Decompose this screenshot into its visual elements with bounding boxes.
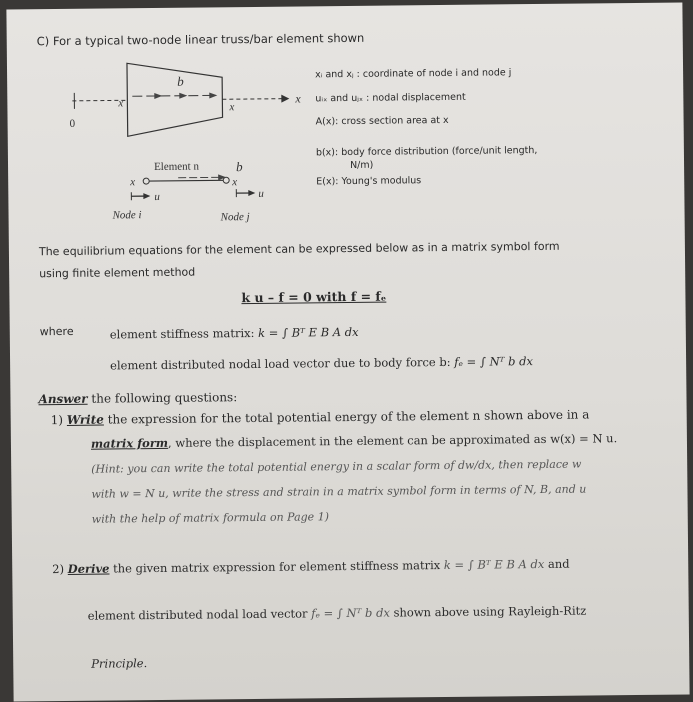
- x-axis-arrow: [281, 95, 289, 103]
- q1-line2-rest: , where the displacement in the element can be approximated as w(x) = N u.: [168, 431, 617, 450]
- q2-line-1: [52, 557, 569, 576]
- legend-youngs-modulus: E(x): Young's modulus: [316, 175, 421, 187]
- load-definition: [110, 354, 533, 372]
- q1-line-1: [51, 407, 590, 427]
- stiffness-definition: [110, 325, 359, 342]
- q2-load-formula: fₑ = ∫ Nᵀ b dx: [311, 606, 390, 621]
- document-page: [6, 2, 689, 701]
- xj-label-top: x: [228, 101, 234, 113]
- answer-instruction: [38, 390, 237, 406]
- stiffness-text: element stiffness matrix:: [110, 326, 258, 342]
- q1-number: 1): [51, 413, 63, 427]
- load-text: element distributed nodal load vector due to body force b:: [110, 355, 454, 373]
- q1-hint-line-2: with w = N u, write the stress and strain in a matrix symbol form in terms of N, B, and u: [91, 483, 586, 501]
- legend-area: A(x): cross section area at x: [316, 115, 449, 127]
- legend-displacement: uᵢₓ and uⱼₓ : nodal displacement: [315, 92, 465, 105]
- q1-line-2: [91, 431, 617, 451]
- node-j-label: Node j: [220, 211, 250, 223]
- answer-rest: the following questions:: [87, 390, 237, 406]
- legend-body-force: b(x): body force distribution (force/unit length,: [316, 145, 538, 158]
- legend-body-force-unit: N/m): [350, 160, 373, 171]
- q1-keyword: Write: [67, 413, 104, 427]
- q2-line2-text: element distributed nodal load vector: [88, 606, 312, 622]
- node-j-circle: [223, 177, 229, 183]
- q1-matrix-form: matrix form: [91, 436, 168, 451]
- q2-number: 2): [52, 562, 64, 576]
- node-i-label: Node i: [111, 209, 141, 221]
- q2-line-2: [88, 604, 587, 623]
- q2-line1-rest: the given matrix expression for element stiffness matrix: [109, 558, 444, 576]
- node-i-circle: [143, 178, 149, 184]
- element-label: Element n: [154, 161, 200, 173]
- q2-line-3: Principle.: [91, 656, 147, 671]
- legend-coordinates: xᵢ and xⱼ : coordinate of node i and node j: [315, 67, 511, 80]
- u-jx-label: u: [258, 188, 264, 200]
- intro-line-1: The equilibrium equations for the element can be expressed below as in a matrix symbol form: [39, 240, 560, 258]
- body-force-label-top: b: [177, 74, 184, 89]
- intro-line-2: using finite element method: [39, 266, 195, 281]
- x-axis-label: x: [294, 91, 301, 105]
- tapered-bar-shape: [127, 62, 223, 136]
- element-line: [149, 180, 223, 181]
- load-formula: fₑ = ∫ Nᵀ b dx: [454, 354, 533, 369]
- u-ix-label: u: [154, 191, 160, 203]
- where-label: where: [40, 325, 74, 338]
- q1-hint-line-3: with the help of matrix formula on Page 1): [92, 510, 329, 525]
- xi-label-bottom: x: [129, 176, 135, 188]
- answer-keyword: Answer: [38, 392, 87, 407]
- truss-element-figure: [57, 46, 319, 239]
- q2-line1-end: and: [544, 557, 569, 571]
- equilibrium-equation: k u – f = 0 with f = fₑ: [241, 289, 386, 306]
- q1-hint-line-1: (Hint: you can write the total potential energy in a scalar form of dw/dx, then replace w: [91, 458, 581, 476]
- section-heading: C) For a typical two-node linear truss/bar element shown: [37, 31, 365, 48]
- xi-label-top: x: [117, 97, 123, 109]
- q2-line2-end: shown above using Rayleigh-Ritz: [390, 604, 587, 620]
- q2-keyword: Derive: [68, 562, 110, 576]
- origin-label: 0: [70, 118, 76, 130]
- q1-line1-rest: the expression for the total potential energy of the element n shown above in a: [104, 407, 590, 426]
- q2-stiffness-formula: k = ∫ Bᵀ E B A dx: [444, 557, 545, 572]
- body-force-label-bottom: b: [236, 159, 243, 174]
- stiffness-formula: k = ∫ Bᵀ E B A dx: [258, 325, 359, 340]
- xj-label-bottom: x: [231, 176, 237, 188]
